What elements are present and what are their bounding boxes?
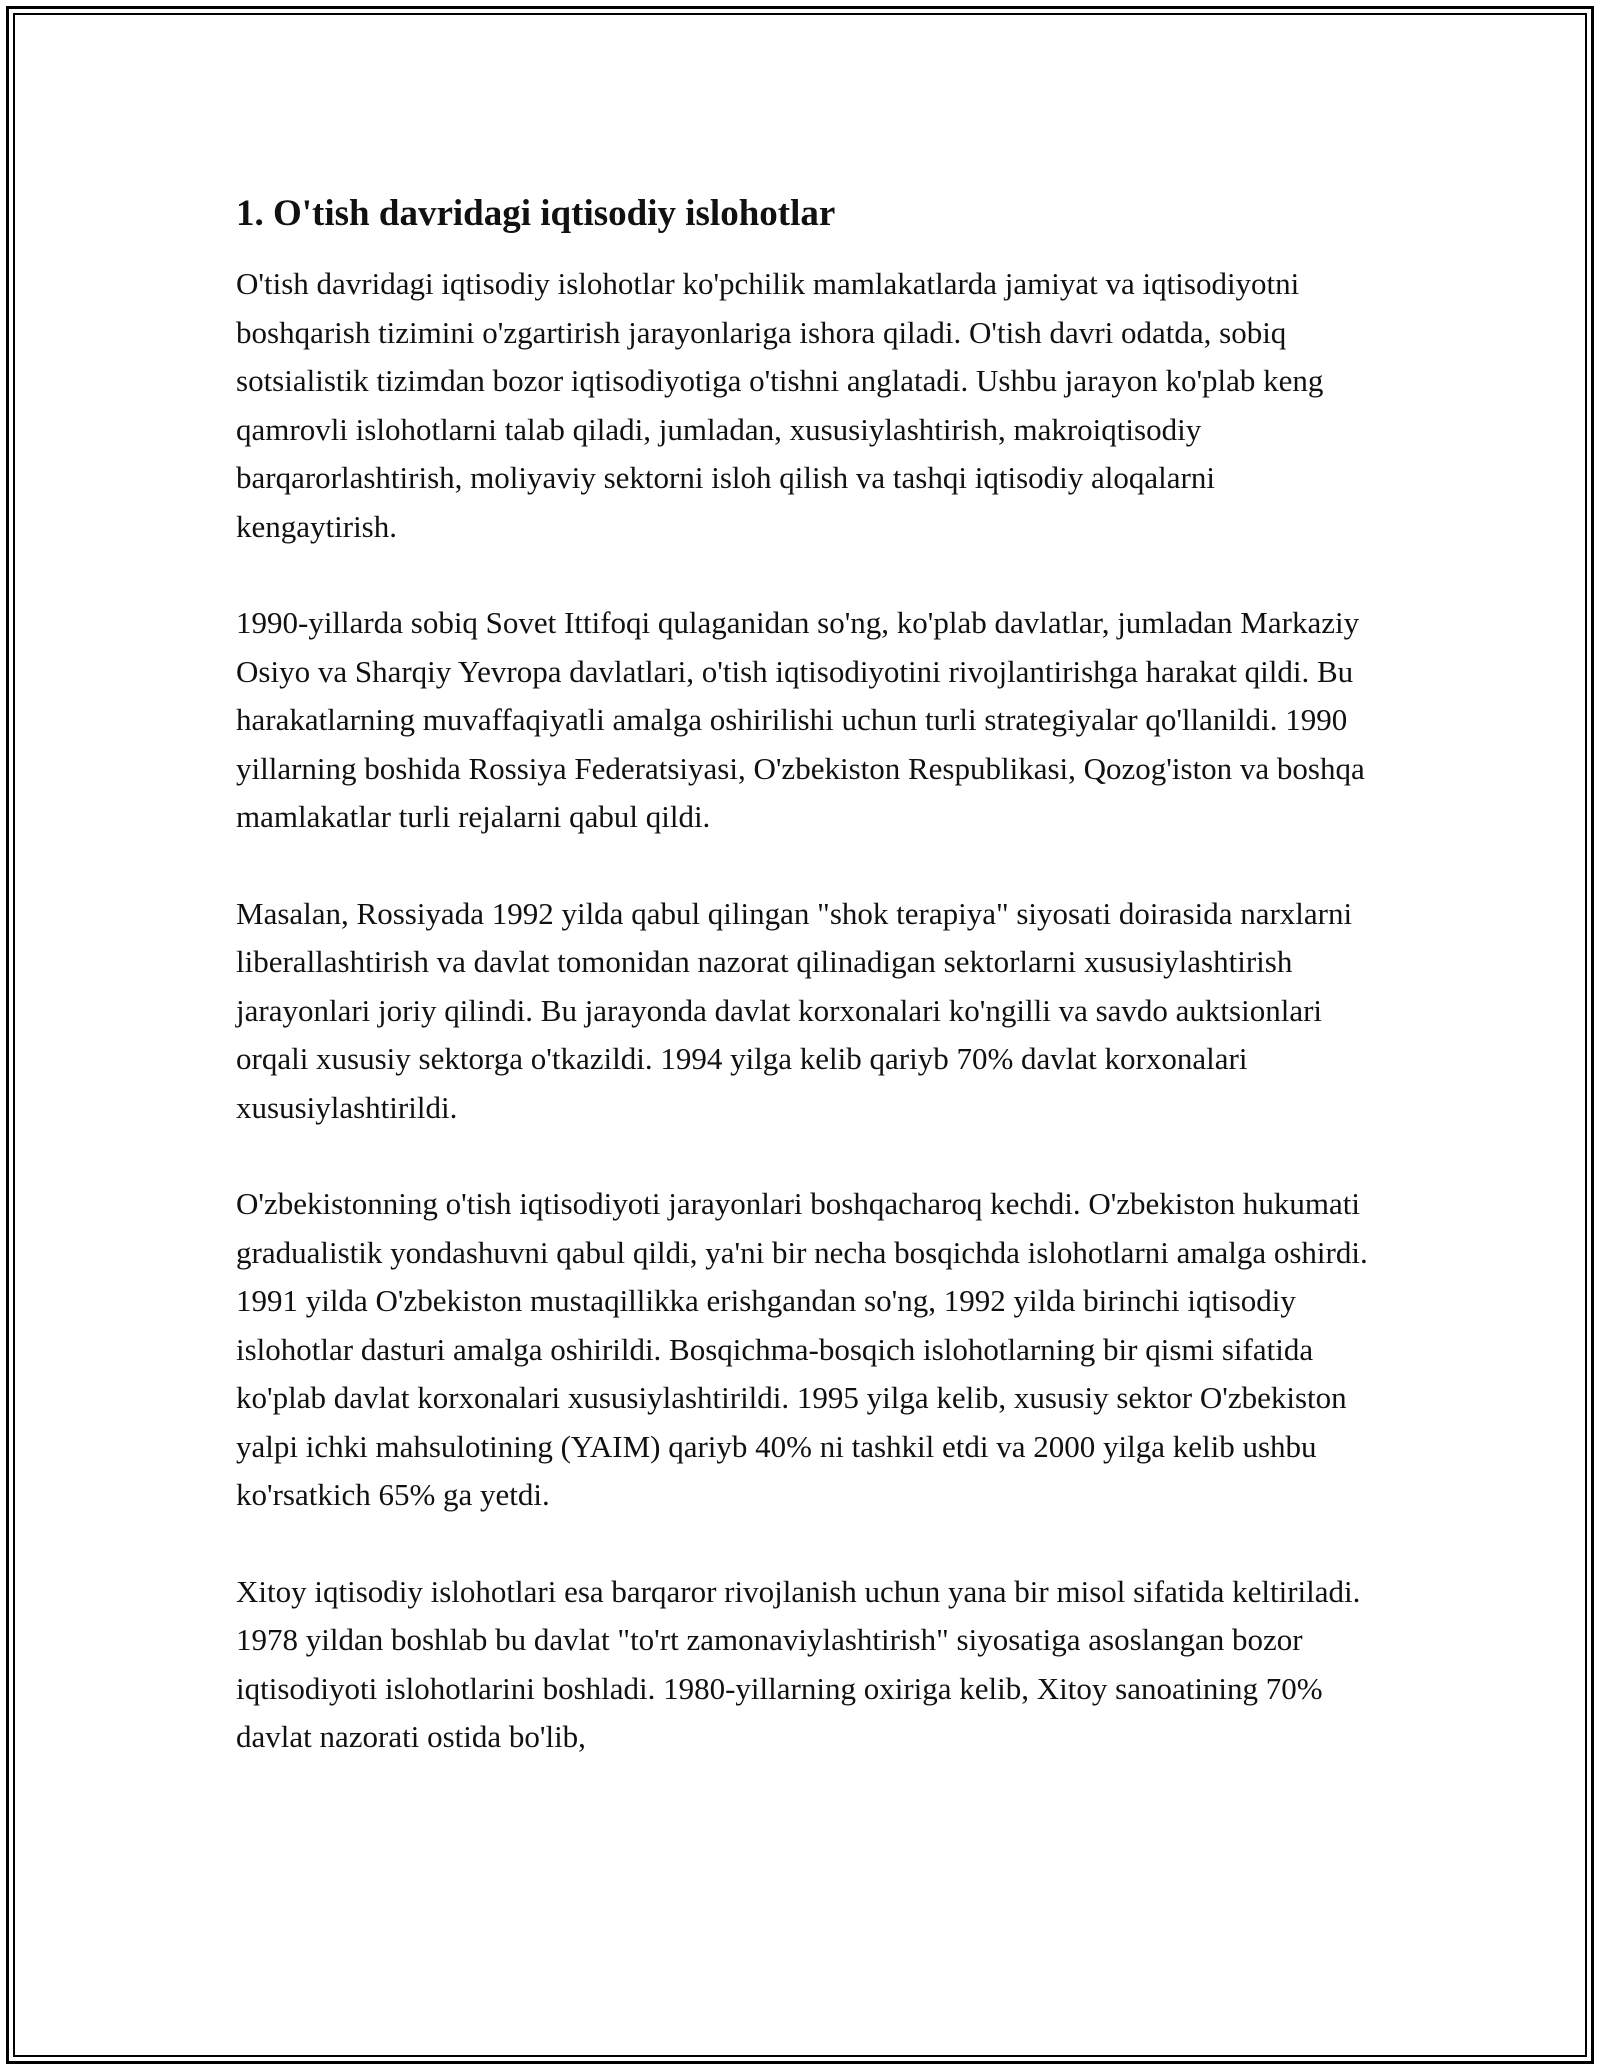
paragraph-2: 1990-yillarda sobiq Sovet Ittifoqi qulaganidan so'ng, ko'plab davlatlar, jumladan Markaziy Osiyo va Sharqiy Yevropa davlatlari, o'tish iqtisodiyotini rivojlantirishga harakat qildi. Bu harakatlarning muvaffaqiyatli amalga oshirilishi uchun turli strategiyalar qo'llanildi. 1990 yillarning boshida Rossiya Federatsiyasi, O'zbekiston Respublikasi, Qozog'iston va boshqa mamlakatlar turli rejalarni qabul qildi. <box>236 605 1365 834</box>
paragraph-5: Xitoy iqtisodiy islohotlari esa barqaror rivojlanish uchun yana bir misol sifatida keltiriladi. 1978 yildan boshlab bu davlat "to'rt zamonaviylashtirish" siyosatiga asoslangan bozor iqtisodiyoti islohotlarini boshladi. 1980-yillarning oxiriga kelib, Xitoy sanoatining 70% davlat nazorati ostida bo'lib, <box>236 1573 1361 1754</box>
section-title: 1. O'tish davridagi iqtisodiy islohotlar <box>236 193 836 234</box>
document-body <box>236 188 1376 1810</box>
paragraph-3: Masalan, Rossiyada 1992 yilda qabul qilingan "shok terapiya" siyosati doirasida narxlarni liberallashtirish va davlat tomonidan nazorat qilinadigan sektorlarni xususiylashtirish jarayonlari joriy qilindi. Bu jarayonda davlat korxonalari ko'ngilli va savdo auktsionlari orqali xususiy sektorga o'tkazildi. 1994 yilga kelib qariyb 70% davlat korxonalari xususiylashtirildi. <box>236 895 1353 1125</box>
paragraph-4: O'zbekistonning o'tish iqtisodiyoti jarayonlari boshqacharoq kechdi. O'zbekiston hukumati gradualistik yondashuvni qabul qildi, ya'ni bir necha bosqichda islohotlarni amalga oshirdi. 1991 yilda O'zbekiston mustaqillikka erishgandan so'ng, 1992 yilda birinchi iqtisodiy islohotlar dasturi amalga oshirildi. Bosqichma-bosqich islohotlarning bir qismi sifatida ko'plab davlat korxonalari xususiylashtirildi. 1995 yilga kelib, xususiy sektor O'zbekiston yalpi ichki mahsulotining (YAIM) qariyb 40% ni tashkil etdi va 2000 yilga kelib ushbu ko'rsatkich 65% ga yetdi. <box>236 1186 1368 1512</box>
paragraph-1: O'tish davridagi iqtisodiy islohotlar ko'pchilik mamlakatlarda jamiyat va iqtisodiyotni boshqarish tizimini o'zgartirish jarayonlariga ishora qiladi. O'tish davri odatda, sobiq sotsialistik tizimdan bozor iqtisodiyotiga o'tishni anglatadi. Ushbu jarayon ko'plab keng qamrovli islohotlarni talab qiladi, jumladan, xususiylashtirish, makroiqtisodiy barqarorlashtirish, moliyaviy sektorni isloh qilish va tashqi iqtisodiy aloqalarni kengaytirish. <box>236 266 1324 544</box>
